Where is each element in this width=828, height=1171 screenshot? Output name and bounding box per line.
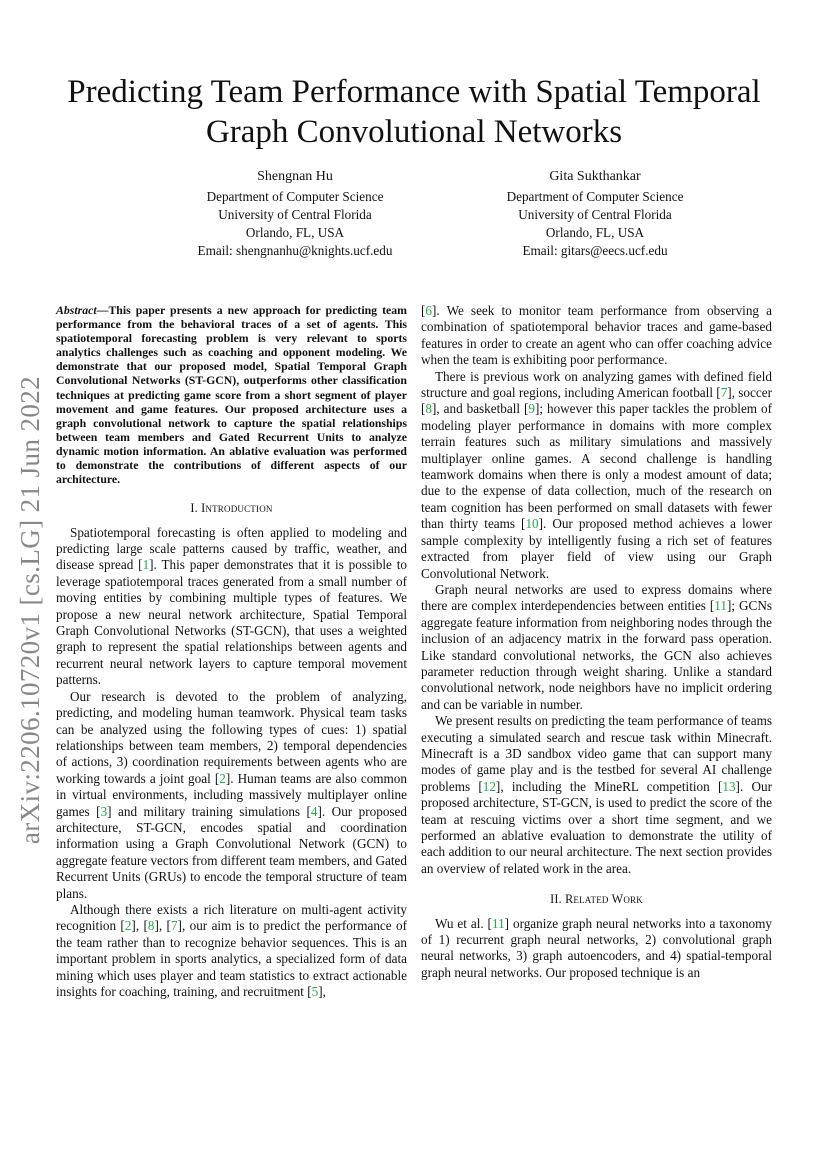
section-title: Related Work: [565, 892, 643, 907]
title-line-2: Graph Convolutional Networks: [205, 114, 623, 150]
author-block: [160, 168, 730, 260]
author-1: [160, 168, 430, 260]
author-univ: University of Central Florida: [518, 207, 672, 222]
related-paragraph-1: Wu et al. [11] organize graph neural networks into a taxonomy of 1) recurrent graph neural networks, 2) convolutional graph neural networks, 3) graph autoencoders, and 4) spatial-temporal graph neural networks. Our proposed technique is an: [421, 915, 772, 980]
right-column: [421, 303, 772, 981]
section-number: II.: [550, 892, 566, 907]
abstract-text: —This paper presents a new approach for predicting team performance from the behavioral traces of a set of agents. This spatiotemporal forecasting problem is very relevant to sports analytics challenges such as coaching and opponent modeling. We demonstrate that our proposed model, Spatial Temporal Graph Convolutional Networks (ST-GCN), outperforms other classification techniques at predicting game score from a short segment of player movement and game features. Our proposed architecture uses a graph convolutional network to capture the spatial relationships between team members and Gated Recurrent Units to analyze dynamic motion information. An ablative evaluation was performed to demonstrate the contributions of different aspects of our architecture.: [56, 303, 407, 487]
citation-link[interactable]: 10: [525, 516, 539, 532]
paper-title: [40, 72, 788, 152]
author-name: Gita Sukthankar: [549, 169, 641, 184]
intro-paragraph-2: Our research is devoted to the problem of analyzing, predicting, and modeling human teamwork. Physical team tasks can be analyzed using the following types of cues: 1) spatial relationships between team members, 2) temporal dependencies of actions, 3) coordination requirements between agents who are working towards a joint goal [2]. Human teams are also common in virtual environments, including massively multiplayer online games [3] and military training simulations [4]. Our proposed architecture, ST-GCN, encodes spatial and coordination information using a Graph Convolutional Network (GCN) to aggregate feature vectors from different team members, and Gated Recurrent Units (GRUs) to encode the temporal structure of team plans.: [56, 688, 407, 901]
author-name: Shengnan Hu: [257, 169, 333, 184]
intro-paragraph-3-cont: [6]. We seek to monitor team performance from observing a combination of spatiotemporal behavior traces and game-based features in order to create an agent who can offer coaching advice when the team is exhibiting poor performance.: [421, 303, 772, 368]
citation-link[interactable]: 4: [310, 803, 318, 819]
author-email: Email: gitars@eecs.ucf.edu: [522, 243, 668, 258]
citation-link[interactable]: 3: [100, 803, 108, 819]
citation-link[interactable]: 13: [722, 778, 736, 794]
intro-paragraph-3: Although there exists a rich literature on multi-agent activity recognition [2], [8], [7], our aim is to predict the performance of the team rather than to recognize behavior sequences. This is an important problem in sports analytics, a specialized form of data mining which uses player and team statistics to extract actionable insights for coaching, training, and recruitment [5],: [56, 901, 407, 999]
left-column: [56, 303, 407, 1000]
citation-link[interactable]: 8: [425, 401, 432, 417]
section-number: I.: [190, 501, 202, 516]
citation-link[interactable]: 7: [170, 918, 178, 934]
citation-link[interactable]: 8: [147, 918, 155, 934]
author-2: [460, 168, 730, 260]
arxiv-identifier: arXiv:2206.10720v1 [cs.LG] 21 Jun 2022: [14, 375, 45, 845]
section-heading-introduction: [56, 500, 407, 516]
author-univ: University of Central Florida: [218, 207, 372, 222]
citation-link[interactable]: 5: [311, 984, 319, 999]
citation-link[interactable]: 2: [219, 770, 226, 786]
author-dept: Department of Computer Science: [206, 189, 384, 204]
citation-link[interactable]: 11: [491, 915, 505, 931]
citation-link[interactable]: 9: [528, 401, 535, 417]
citation-link[interactable]: 11: [714, 598, 727, 614]
title-line-1: Predicting Team Performance with Spatial Temporal: [67, 74, 761, 110]
abstract-label: Abstract: [56, 303, 97, 317]
intro-paragraph-5: Graph neural networks are used to express domains where there are complex interdependencies between entities [11]; GCNs aggregate feature information from neighboring nodes through the inclusion of an adjacency matrix in the forward pass operation. Like standard convolutional networks, the GCN also achieves parameter reduction through weight sharing. Unlike a standard convolutional network, node neighbors have no implicit ordering and can be variable in number.: [421, 581, 772, 712]
abstract: [56, 303, 407, 486]
citation-link[interactable]: 12: [482, 778, 496, 794]
citation-link[interactable]: 1: [142, 557, 150, 573]
author-city: Orlando, FL, USA: [245, 225, 345, 240]
citation-link[interactable]: 2: [124, 918, 132, 934]
intro-paragraph-6: We present results on predicting the team performance of teams executing a simulated search and rescue task within Minecraft. Minecraft is a 3D sandbox video game that can support many modes of game play and is the testbed for several AI challenge problems [12], including the MineRL competition [13]. Our proposed architecture, ST-GCN, is used to predict the score of the team at rescuing victims over a short time segment, and we performed an ablative evaluation to demonstrate the utility of each addition to our neural architecture. The next section provides an overview of related work in the area.: [421, 713, 772, 876]
intro-paragraph-4: There is previous work on analyzing games with defined field structure and goal regions, including American football [7], soccer [8], and basketball [9]; however this paper tackles the problem of modeling player performance in domains with more complex terrain features such as military simulations and massively multiplayer online games. A second challenge is handling teamwork domains when there is only a modest amount of data; due to the expense of data collection, much of the research on team cognition has been performed on small datasets with fewer than thirty teams [10]. Our proposed method achieves a lower sample complexity by intelligently fusing a rich set of features extracted from player field of view using our Graph Convolutional Network.: [421, 368, 772, 581]
citation-link[interactable]: 6: [425, 303, 432, 318]
citation-link[interactable]: 7: [720, 385, 728, 401]
section-heading-related-work: [421, 891, 772, 907]
intro-paragraph-1: Spatiotemporal forecasting is often applied to modeling and predicting large scale patterns caused by traffic, weather, and disease spread [1]. This paper demonstrates that it is possible to leverage spatiotemporal traces generated from a small number of moving entities by combining multiple types of features. We propose a new neural network architecture, Spatial Temporal Graph Convolutional Networks (ST-GCN), that uses a weighted graph to represent the spatial relationships between agents and recurrent neural network layers to capture temporal movement patterns.: [56, 524, 407, 688]
author-dept: Department of Computer Science: [506, 189, 684, 204]
author-city: Orlando, FL, USA: [545, 225, 645, 240]
section-title: Introduction: [201, 501, 273, 516]
author-email: Email: shengnanhu@knights.ucf.edu: [197, 243, 393, 258]
